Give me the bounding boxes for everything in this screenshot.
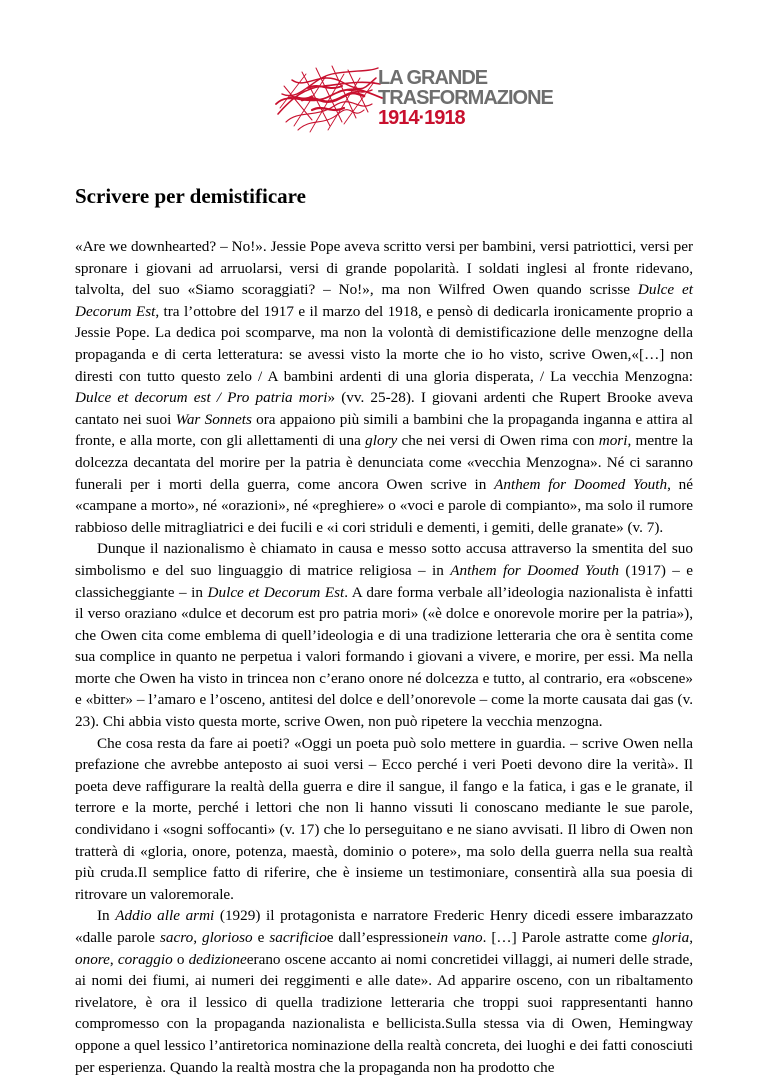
- italic-text-run: glorioso: [201, 929, 253, 946]
- article-body: [75, 236, 693, 1078]
- italic-text-run: Anthem for Doomed Youth: [450, 561, 619, 579]
- italic-text-run: sacro: [160, 929, 194, 946]
- text-run: erano oscene accanto ai nomi concretidei villaggi, ai numeri delle strade, ai nomi dei fiumi, ai numeri dei reggimenti e alle date». Ad apparire osceno, con un ribaltamento rivelatore, è ora il lessico di quella tradizione letteraria che troppi suoi rappresentanti hanno compromesso con la propaganda nazionalista e bellicista.Sulla stessa via di Owen, Hemingway oppone a quel lessico l’antiretorica nominazione della realtà concreta, dei luoghi e dei fatti conosciuti per esperienza. Quando la realtà mostra che la propaganda non ha prodotto che: [75, 950, 694, 1076]
- italic-text-run: coraggio: [117, 950, 173, 968]
- logo-line-3: 1914·1918: [378, 107, 465, 129]
- text-run: (1929) il protagonista e narratore Frederic Henry dicedi essere imbarazzato «dalle parole: [75, 907, 694, 946]
- italic-text-run: Anthem for Doomed Youth: [494, 475, 668, 493]
- italic-text-run: in vano: [436, 929, 483, 946]
- paragraph-1: [75, 236, 693, 538]
- text-run: e dall’espressione: [326, 929, 437, 946]
- italic-text-run: gloria: [652, 929, 690, 946]
- page-title: Scrivere per demistificare: [75, 184, 306, 208]
- text-run: ,: [109, 950, 118, 968]
- paragraph-2: [75, 538, 693, 732]
- paragraph-3: [75, 733, 693, 906]
- text-run: Dunque il nazionalismo è chiamato in causa e messo sotto accusa attraverso la smentita del suo simbolismo e del suo linguaggio di matrice religiosa – in: [75, 540, 693, 579]
- text-run: (1917) – e classicheggiante – in: [75, 561, 693, 601]
- italic-text-run: dedizione: [188, 950, 247, 968]
- paragraph-4: [75, 905, 693, 1078]
- italic-text-run: War Sonnets: [175, 410, 252, 428]
- text-run: , tra l’ottobre del 1917 e il marzo del 1918, e pensò di dedicarla ironicamente proprio a Jessie Pope. La dedica poi scomparve, ma non la volontà di demistificazione delle menzogne della propaganda e di certa letteratura: se avessi visto la morte che io ho visto, scrive Owen,«[…] non diresti con tutto questo zelo / A bambini ardenti di una gloria disperata, / La vecchia Menzogna:: [75, 302, 693, 385]
- text-run: e: [252, 929, 270, 946]
- italic-text-run: Addio alle armi: [115, 907, 215, 925]
- italic-text-run: onore: [75, 950, 110, 968]
- text-run: ,: [689, 929, 694, 946]
- italic-text-run: Dulce et Decorum Est: [207, 583, 345, 601]
- text-run: che nei versi di Owen rima con: [397, 432, 599, 450]
- text-run: Che cosa resta da fare ai poeti? «Oggi un poeta può solo mettere in guardia. – scrive Owen nella prefazione che avrebbe anteposto ai suoi versi – Ecco perché i veri Poeti devono dire la verità». Il poeta deve raffigurare la realtà della guerra e dire il sangue, il fango e la fatica, i gas e le granate, il terrore e la morte, perché i lettori che non li hanno vissuti li conoscano mediante le sue parole, condividano i «sogni soffocanti» (v. 17) che lo perseguitano e ne siano avvisati. Il libro di Owen non tratterà di «gloria, onore, potenza, maestà, dominio o potere», ma solo della guerra nella sua realtà più cruda.Il semplice fatto di riferire, che è insieme un testimoniare, consentirà alla sua poesia di ritrovare un valoremorale.: [75, 734, 693, 903]
- italic-text-run: mori: [598, 432, 628, 450]
- italic-text-run: glory: [365, 432, 398, 450]
- text-run: . […] Parole astratte come: [482, 929, 653, 946]
- italic-text-run: Dulce et Decorum Est: [75, 281, 693, 320]
- text-run: «Are we downhearted? – No!». Jessie Pope aveva scritto versi per bambini, versi patriottici, versi per spronare i giovani ad arruolarsi, versi di grande popolarità. I soldati inglesi al fronte ridevano, talvolta, del suo «Siamo scoraggiati? – No!», ma non Wilfred Owen quando scrisse: [75, 238, 693, 299]
- logo-line-1: LA GRANDE: [378, 67, 488, 89]
- italic-text-run: sacrificio: [269, 929, 327, 946]
- logo: [272, 60, 572, 138]
- logo-line-2: TRASFORMAZIONE: [378, 87, 553, 109]
- italic-text-run: Dulce et decorum est / Pro patria mori: [75, 389, 328, 407]
- text-run: » (vv. 25-28). I giovani ardenti che Rupert Brooke aveva cantato nei suoi: [75, 389, 693, 428]
- logo-wordmark: [378, 68, 553, 128]
- text-run: . A dare forma verbale all’ideologia nazionalista è infatti il verso oraziano «dulce et decorum est pro patria mori» («è dolce e onorevole morire per la patria»), che Owen cita come emblema di quell’ideologia e di una tradizione letteraria che ora è sentita come sua complice in quanto ne perpetua i valori formando i giovani a vivere, e morire, per essi. Ma nella morte che Owen ha visto in trincea non c’erano onore né dolcezza e tutto, al contrario, era «obscene» e «bitter» – l’amaro e l’osceno, antitesi del dolce e dell’onorevole – come la morte causata dai gas (v. 23). Chi abbia visto questa morte, scrive Owen, non può ripetere la vecchia menzogna.: [75, 583, 693, 731]
- text-run: o: [172, 950, 189, 968]
- red-scribble-logo-icon: [272, 60, 384, 138]
- text-run: ,: [193, 929, 202, 946]
- text-run: , mentre la dolcezza decantata del morire per la patria è denunciata come «vecchia Menzogna». Né ci saranno funerali per i morti della guerra, come ancora Owen scrive in: [75, 432, 693, 493]
- text-run: , né «campane a morto», né «orazioni», né «preghiere» o «voci e parole di compianto», ma solo il rumore rabbioso delle mitragliatrici e dei fucili e «i cori striduli e dementi, i gemiti, delle granate» (v. 7).: [75, 475, 693, 536]
- text-run: In: [97, 907, 116, 925]
- text-run: ora appaiono più simili a bambini che la propaganda inganna e attira al fronte, e alla morte, con gli allettamenti di una: [75, 410, 693, 450]
